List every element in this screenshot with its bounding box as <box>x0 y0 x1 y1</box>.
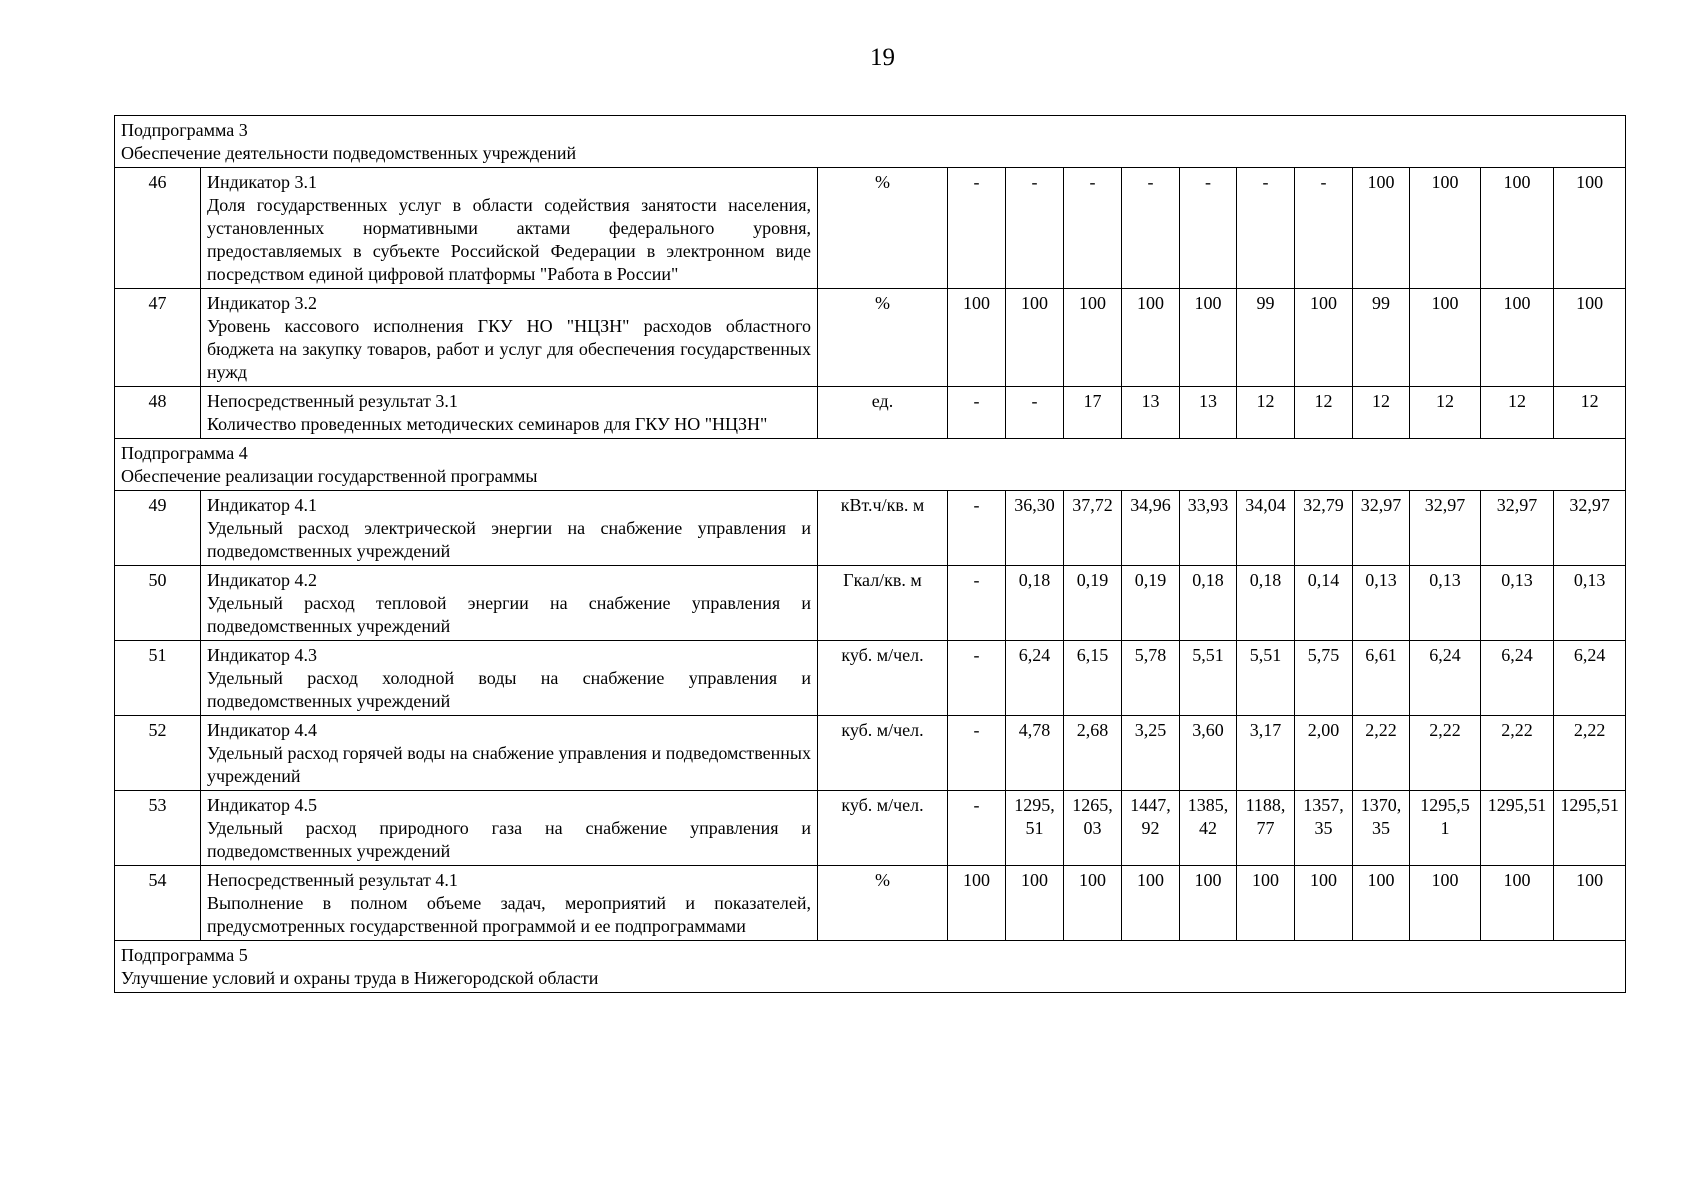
indicator-name: Индикатор 4.1 <box>207 495 318 515</box>
unit-cell: Гкал/кв. м <box>818 566 948 641</box>
unit-cell: куб. м/чел. <box>818 716 948 791</box>
value-cell: 0,13 <box>1353 566 1410 641</box>
section-title-line1: Подпрограмма 5 <box>121 945 248 965</box>
indicator-cell <box>201 387 818 439</box>
section-header-row <box>115 116 1626 168</box>
value-cell: 2,22 <box>1481 716 1554 791</box>
value-cell: 100 <box>1481 289 1554 387</box>
value-cell: 100 <box>1122 866 1180 941</box>
value-cell: - <box>948 387 1006 439</box>
indicator-cell <box>201 289 818 387</box>
value-cell: 12 <box>1353 387 1410 439</box>
value-cell: - <box>948 566 1006 641</box>
value-cell: 1295,51 <box>1554 791 1626 866</box>
value-cell: 5,78 <box>1122 641 1180 716</box>
value-cell: 6,24 <box>1006 641 1064 716</box>
indicator-name: Индикатор 4.2 <box>207 570 318 590</box>
section-title-line1: Подпрограмма 3 <box>121 120 248 140</box>
value-cell: 100 <box>1295 866 1353 941</box>
table-row <box>115 566 1626 641</box>
table-row <box>115 641 1626 716</box>
section-header-row <box>115 941 1626 993</box>
value-cell: - <box>1180 168 1237 289</box>
value-cell: 4,78 <box>1006 716 1064 791</box>
value-cell: 100 <box>948 289 1006 387</box>
value-cell: 100 <box>1481 866 1554 941</box>
unit-cell: куб. м/чел. <box>818 791 948 866</box>
table-row <box>115 387 1626 439</box>
value-cell: 32,97 <box>1554 491 1626 566</box>
value-cell: 100 <box>1295 289 1353 387</box>
indicator-name: Индикатор 4.5 <box>207 795 318 815</box>
page-number: 19 <box>870 44 895 71</box>
section-title <box>115 439 1626 491</box>
value-cell: - <box>1122 168 1180 289</box>
value-cell: 100 <box>1064 289 1122 387</box>
indicator-description: Удельный расход тепловой энергии на снабжение управления и подведомственных учреждений <box>207 593 811 636</box>
value-cell: 1385,42 <box>1180 791 1237 866</box>
value-cell: - <box>948 641 1006 716</box>
value-cell: 32,97 <box>1481 491 1554 566</box>
indicator-name: Непосредственный результат 3.1 <box>207 391 458 411</box>
value-cell: 100 <box>1554 168 1626 289</box>
value-cell: 37,72 <box>1064 491 1122 566</box>
unit-cell: ед. <box>818 387 948 439</box>
indicator-cell <box>201 491 818 566</box>
value-cell: 12 <box>1554 387 1626 439</box>
section-title-line1: Подпрограмма 4 <box>121 443 248 463</box>
value-cell: 2,00 <box>1295 716 1353 791</box>
table-row <box>115 289 1626 387</box>
value-cell: 1295,51 <box>1481 791 1554 866</box>
value-cell: 100 <box>1122 289 1180 387</box>
value-cell: 6,24 <box>1554 641 1626 716</box>
value-cell: 100 <box>1064 866 1122 941</box>
value-cell: 1188,77 <box>1237 791 1295 866</box>
row-number: 53 <box>115 791 201 866</box>
table-row <box>115 866 1626 941</box>
value-cell: 100 <box>1006 866 1064 941</box>
value-cell: - <box>948 791 1006 866</box>
value-cell: 34,96 <box>1122 491 1180 566</box>
section-title-line2: Обеспечение деятельности подведомственных учреждений <box>121 143 577 163</box>
value-cell: - <box>1006 387 1064 439</box>
unit-cell: % <box>818 168 948 289</box>
value-cell: 2,68 <box>1064 716 1122 791</box>
value-cell: 6,24 <box>1481 641 1554 716</box>
value-cell: 5,51 <box>1237 641 1295 716</box>
value-cell: 100 <box>1481 168 1554 289</box>
value-cell: 17 <box>1064 387 1122 439</box>
indicator-name: Индикатор 3.1 <box>207 172 318 192</box>
row-number: 48 <box>115 387 201 439</box>
indicator-cell <box>201 168 818 289</box>
section-title <box>115 941 1626 993</box>
value-cell: 100 <box>948 866 1006 941</box>
value-cell: 1295,51 <box>1410 791 1481 866</box>
value-cell: 6,24 <box>1410 641 1481 716</box>
indicator-description: Удельный расход холодной воды на снабжение управления и подведомственных учреждений <box>207 668 811 711</box>
value-cell: 5,75 <box>1295 641 1353 716</box>
unit-cell: кВт.ч/кв. м <box>818 491 948 566</box>
value-cell: 1265,03 <box>1064 791 1122 866</box>
value-cell: 1295,51 <box>1006 791 1064 866</box>
value-cell: 100 <box>1353 866 1410 941</box>
value-cell: 3,17 <box>1237 716 1295 791</box>
row-number: 54 <box>115 866 201 941</box>
value-cell: 99 <box>1353 289 1410 387</box>
value-cell: 3,25 <box>1122 716 1180 791</box>
indicator-cell <box>201 866 818 941</box>
section-title-line2: Обеспечение реализации государственной программы <box>121 466 538 486</box>
value-cell: 100 <box>1006 289 1064 387</box>
indicator-description: Выполнение в полном объеме задач, мероприятий и показателей, предусмотренных государственной программой и ее подпрограммами <box>207 893 811 936</box>
value-cell: 100 <box>1554 866 1626 941</box>
table-row <box>115 791 1626 866</box>
table-row <box>115 716 1626 791</box>
value-cell: 0,13 <box>1554 566 1626 641</box>
section-title <box>115 116 1626 168</box>
value-cell: 6,61 <box>1353 641 1410 716</box>
indicator-name: Индикатор 4.4 <box>207 720 318 740</box>
value-cell: 100 <box>1410 168 1481 289</box>
value-cell: 13 <box>1122 387 1180 439</box>
value-cell: 100 <box>1237 866 1295 941</box>
value-cell: - <box>1064 168 1122 289</box>
value-cell: 12 <box>1237 387 1295 439</box>
value-cell: 1370,35 <box>1353 791 1410 866</box>
value-cell: 34,04 <box>1237 491 1295 566</box>
indicator-description: Уровень кассового исполнения ГКУ НО "НЦЗН" расходов областного бюджета на закупку товаров, работ и услуг для обеспечения государственных нужд <box>207 316 811 382</box>
value-cell: - <box>1237 168 1295 289</box>
value-cell: 0,13 <box>1410 566 1481 641</box>
indicator-description: Удельный расход горячей воды на снабжение управления и подведомственных учреждений <box>207 743 811 786</box>
indicator-description: Количество проведенных методических семинаров для ГКУ НО "НЦЗН" <box>207 414 768 434</box>
indicator-description: Удельный расход электрической энергии на снабжение управления и подведомственных учреждений <box>207 518 811 561</box>
value-cell: 0,14 <box>1295 566 1353 641</box>
indicator-name: Индикатор 4.3 <box>207 645 318 665</box>
table-row <box>115 491 1626 566</box>
row-number: 52 <box>115 716 201 791</box>
section-header-row <box>115 439 1626 491</box>
unit-cell: куб. м/чел. <box>818 641 948 716</box>
indicator-description: Удельный расход природного газа на снабжение управления и подведомственных учреждений <box>207 818 811 861</box>
value-cell: 5,51 <box>1180 641 1237 716</box>
value-cell: 0,18 <box>1180 566 1237 641</box>
value-cell: 32,97 <box>1353 491 1410 566</box>
value-cell: 6,15 <box>1064 641 1122 716</box>
value-cell: 13 <box>1180 387 1237 439</box>
value-cell: 33,93 <box>1180 491 1237 566</box>
value-cell: 100 <box>1410 866 1481 941</box>
table-row <box>115 168 1626 289</box>
value-cell: 2,22 <box>1410 716 1481 791</box>
value-cell: 12 <box>1295 387 1353 439</box>
value-cell: 100 <box>1180 866 1237 941</box>
row-number: 46 <box>115 168 201 289</box>
value-cell: 100 <box>1410 289 1481 387</box>
indicators-table <box>114 115 1626 993</box>
value-cell: - <box>948 168 1006 289</box>
value-cell: 2,22 <box>1554 716 1626 791</box>
value-cell: - <box>1006 168 1064 289</box>
value-cell: 100 <box>1180 289 1237 387</box>
unit-cell: % <box>818 866 948 941</box>
value-cell: 0,18 <box>1237 566 1295 641</box>
value-cell: 12 <box>1481 387 1554 439</box>
value-cell: - <box>1295 168 1353 289</box>
row-number: 50 <box>115 566 201 641</box>
table-body <box>115 116 1626 993</box>
value-cell: 1447,92 <box>1122 791 1180 866</box>
value-cell: 0,19 <box>1122 566 1180 641</box>
value-cell: 2,22 <box>1353 716 1410 791</box>
value-cell: 12 <box>1410 387 1481 439</box>
value-cell: 99 <box>1237 289 1295 387</box>
indicator-name: Непосредственный результат 4.1 <box>207 870 458 890</box>
value-cell: 36,30 <box>1006 491 1064 566</box>
indicator-cell <box>201 716 818 791</box>
value-cell: 32,97 <box>1410 491 1481 566</box>
indicator-description: Доля государственных услуг в области содействия занятости населения, установленных нормативными актами федерального уровня, предоставляемых в субъекте Российской Федерации в электронном виде посредством единой цифровой платформы "Работа в России" <box>207 195 811 284</box>
value-cell: - <box>948 491 1006 566</box>
indicator-cell <box>201 641 818 716</box>
value-cell: - <box>948 716 1006 791</box>
value-cell: 0,13 <box>1481 566 1554 641</box>
value-cell: 0,18 <box>1006 566 1064 641</box>
value-cell: 0,19 <box>1064 566 1122 641</box>
value-cell: 32,79 <box>1295 491 1353 566</box>
indicator-cell <box>201 566 818 641</box>
value-cell: 100 <box>1353 168 1410 289</box>
value-cell: 100 <box>1554 289 1626 387</box>
row-number: 47 <box>115 289 201 387</box>
row-number: 51 <box>115 641 201 716</box>
indicator-name: Индикатор 3.2 <box>207 293 318 313</box>
value-cell: 3,60 <box>1180 716 1237 791</box>
value-cell: 1357,35 <box>1295 791 1353 866</box>
unit-cell: % <box>818 289 948 387</box>
row-number: 49 <box>115 491 201 566</box>
section-title-line2: Улучшение условий и охраны труда в Нижегородской области <box>121 968 599 988</box>
indicator-cell <box>201 791 818 866</box>
